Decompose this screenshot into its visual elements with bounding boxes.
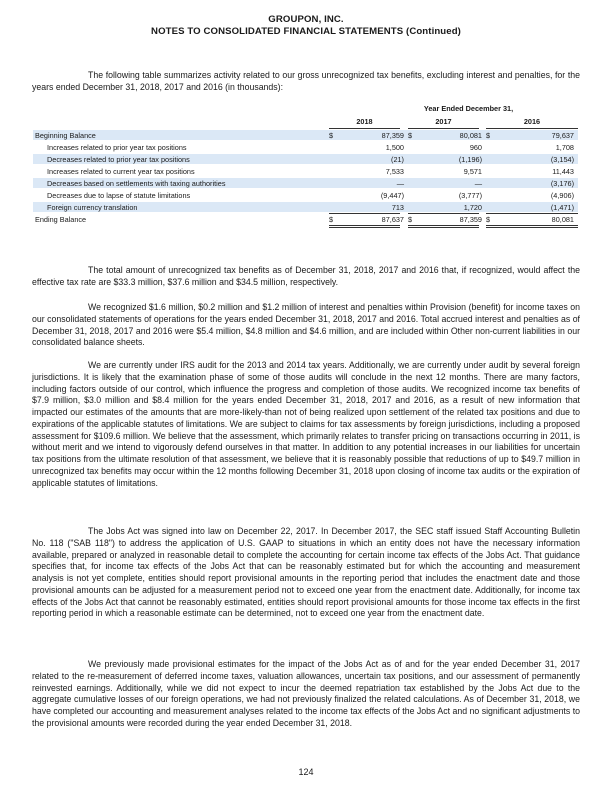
value-2016: (3,154) xyxy=(550,155,574,164)
table-row xyxy=(33,130,578,140)
year-header-2017: 2017 xyxy=(408,117,479,129)
currency-symbol: $ xyxy=(486,131,491,140)
table-row xyxy=(33,142,578,152)
value-2016: 80,081 xyxy=(551,215,574,224)
body-paragraph: We previously made provisional estimates for the impact of the Jobs Act as of and for the year ended December 31, 2017 related to the re-measurement of deferred income taxes, valuation allowances, uncertain tax positions, and our assessment of permanently reinvested earnings. Additionally, while we did not expect to incur the deemed repatriation tax established by the Jobs Act due to the aggregate cumulative losses of our foreign operations, we had not previously finalized the related calculations. As of December 31, 2018, we have completed our accounting and measurement analyses related to the income tax effects of the Jobs Act and no significant adjustments to the provisional amounts were recorded during the year ended December 31, 2018. xyxy=(32,659,580,728)
row-label: Foreign currency translation xyxy=(47,203,138,212)
row-label: Ending Balance xyxy=(35,215,87,224)
row-label: Decreases due to lapse of statute limitations xyxy=(47,191,191,200)
table-row xyxy=(33,202,578,212)
currency-symbol: $ xyxy=(329,215,334,224)
value-2017: (1,196) xyxy=(458,155,482,164)
table-row xyxy=(33,166,578,176)
value-2017: 960 xyxy=(469,143,482,152)
value-2016: 1,708 xyxy=(555,143,574,152)
currency-symbol: $ xyxy=(329,131,334,140)
body-paragraph: The Jobs Act was signed into law on December 22, 2017. In December 2017, the SEC staff issued Staff Accounting Bulletin No. 118 ("SAB 118") to address the application of U.S. GAAP to situations in which an entity does not have the necessary information available, prepared or analyzed in reasonable detail to complete the accounting for certain income tax effects of the Jobs Act. That guidance specifies that, for income tax effects of the Jobs Act that can be reasonably estimated but for which the accounting and measurement analysis is not yet complete, entities should report provisional amounts in the reporting period that includes the enactment date and those provisional amounts can be adjusted for a measurement period not to exceed one year from the enactment date. Additionally, for income tax effects of the Jobs Act that cannot be reasonably estimated, entities should report provisional amounts for those income tax effects in the first reporting period in which a reasonable estimate can be determined, not to exceed one year from the enactment date. xyxy=(32,526,580,619)
page-heading: NOTES TO CONSOLIDATED FINANCIAL STATEMENTS (Continued) xyxy=(151,26,461,37)
table-row xyxy=(33,178,578,188)
value-2016: 79,637 xyxy=(551,131,574,140)
value-2017: 9,571 xyxy=(463,167,482,176)
row-label: Increases related to prior year tax positions xyxy=(47,143,187,152)
value-2018: 87,637 xyxy=(381,215,404,224)
value-2018: (9,447) xyxy=(380,191,404,200)
value-2017: 1,720 xyxy=(463,203,482,212)
value-2017: 87,359 xyxy=(459,215,482,224)
value-2016: (1,471) xyxy=(550,203,574,212)
row-label: Decreases based on settlements with taxing authorities xyxy=(47,179,226,188)
body-paragraph: The total amount of unrecognized tax benefits as of December 31, 2018, 2017 and 2016 that, if recognized, would affect the effective tax rate are $33.3 million, $37.6 million and $34.5 million, respectively. xyxy=(32,265,580,287)
table-row xyxy=(33,214,578,224)
table-row xyxy=(33,190,578,200)
currency-symbol: $ xyxy=(408,131,413,140)
row-label: Increases related to current year tax positions xyxy=(47,167,195,176)
value-2018: — xyxy=(396,179,404,188)
year-header-2018: 2018 xyxy=(329,117,400,129)
value-2018: 87,359 xyxy=(381,131,404,140)
value-2017: (3,777) xyxy=(458,191,482,200)
row-label: Beginning Balance xyxy=(35,131,96,140)
row-label: Decreases related to prior year tax positions xyxy=(47,155,190,164)
value-2016: 11,443 xyxy=(552,167,574,176)
year-header-2016: 2016 xyxy=(486,117,578,129)
value-2016: (4,906) xyxy=(550,191,574,200)
value-2017: 80,081 xyxy=(459,131,482,140)
value-2018: 1,500 xyxy=(385,143,404,152)
value-2017: — xyxy=(474,179,482,188)
total-double-rule xyxy=(486,225,578,228)
body-paragraph: We are currently under IRS audit for the 2013 and 2014 tax years. Additionally, we are currently under audit by several foreign jurisdictions. It is likely that the examination phase of some of those audits will conclude in the next 12 months. There are many factors, including factors outside of our control, which influence the progress and completion of those audits. We recognized income tax benefits of $7.9 million, $3.0 million and $8.4 million for the years ended December 31, 2018, 2017 and 2016, as a result of new information that impacted our estimates of the amounts that are more-likely-than not of being realized upon settlement of the related tax positions and due to expirations of the applicable statutes of limitations. We are subject to claims for tax assessments by foreign jurisdictions, including a proposed assessment for $109.6 million. We believe that the assessment, which primarily relates to transfer pricing on transactions occurring in 2011, is without merit and we intend to vigorously defend ourselves in that matter. In addition to any potential increases in our liabilities for uncertain tax positions from the ultimate resolution of that assessment, we believe that it is reasonably possible that reductions of up to $49.7 million in unrecognized tax benefits may occur within the 12 months following December 31, 2018 upon closing of income tax audits or the expiration of applicable statutes of limitations. xyxy=(32,360,580,488)
table-caption: Year Ended December 31, xyxy=(423,104,514,113)
value-2018: 713 xyxy=(391,203,404,212)
body-paragraph: We recognized $1.6 million, $0.2 million and $1.2 million of interest and penalties within Provision (benefit) for income taxes on our consolidated statements of operations for the years ended December 31, 2018, 2017 and 2016. Total accrued interest and penalties as of December 31, 2018, 2017 and 2016 were $5.4 million, $4.8 million and $4.6 million, and are included within Other non-current liabilities in our consolidated balance sheets. xyxy=(32,302,580,348)
value-2016: (3,176) xyxy=(550,179,574,188)
currency-symbol: $ xyxy=(486,215,491,224)
company-name: GROUPON, INC. xyxy=(268,14,344,25)
intro-paragraph: The following table summarizes activity related to our gross unrecognized tax benefits, excluding interest and penalties, for the years ended December 31, 2018, 2017 and 2016 (in thousands): xyxy=(32,70,580,92)
total-double-rule xyxy=(329,225,400,228)
value-2018: 7,533 xyxy=(385,167,404,176)
currency-symbol: $ xyxy=(408,215,413,224)
total-double-rule xyxy=(408,225,479,228)
value-2018: (21) xyxy=(391,155,404,164)
table-row xyxy=(33,154,578,164)
page-number: 124 xyxy=(298,767,314,777)
